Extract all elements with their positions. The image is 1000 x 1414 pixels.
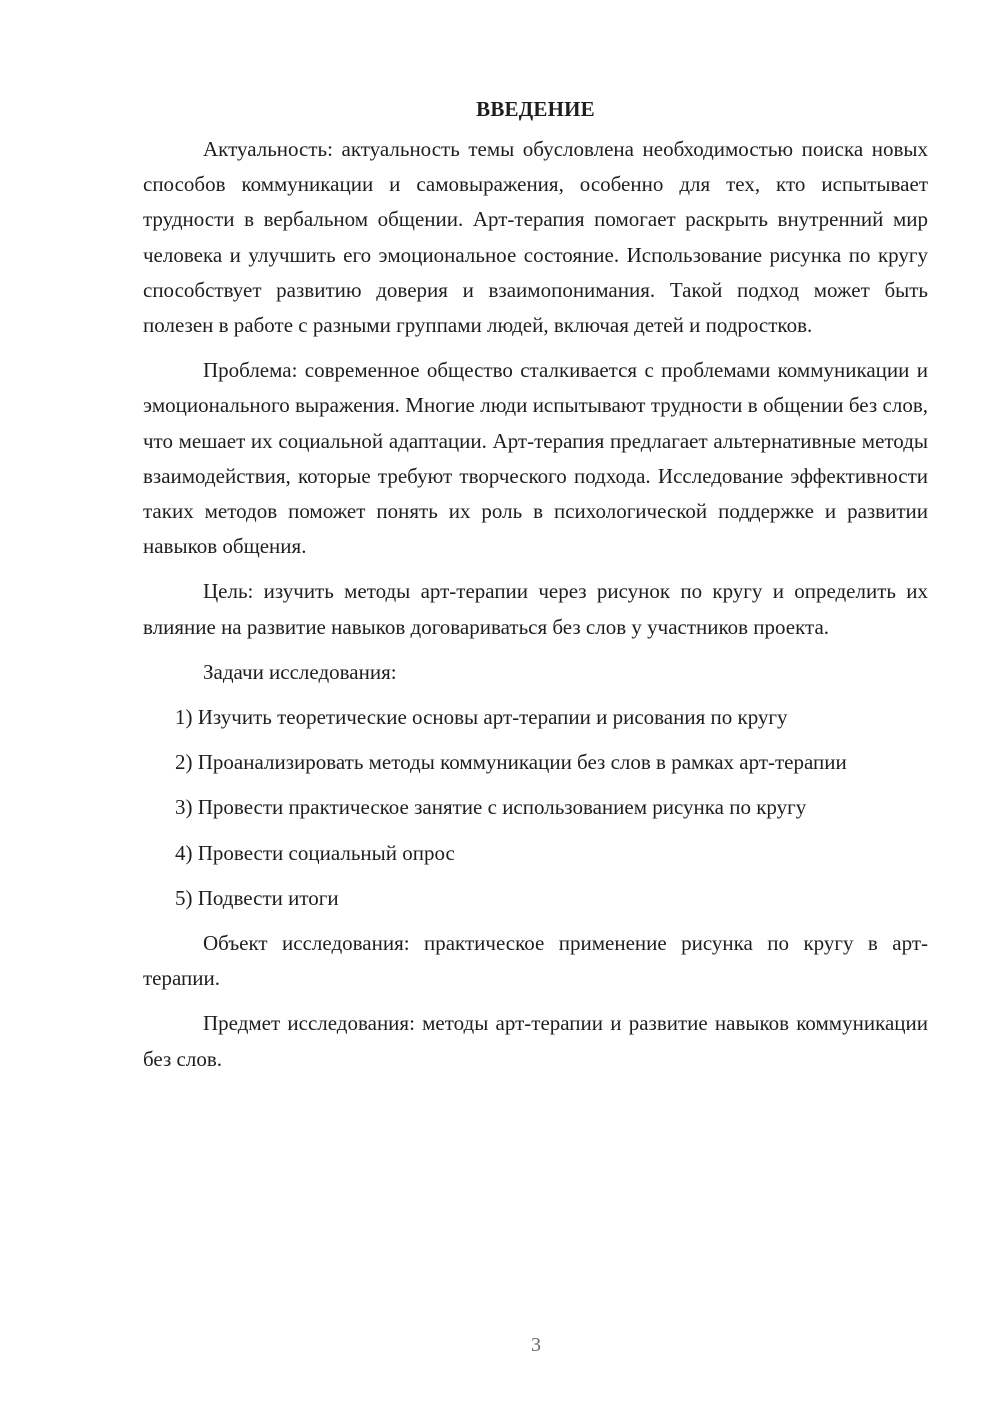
task-item: 5) Подвести итоги [175, 885, 339, 910]
task-item: 1) Изучить теоретические основы арт-терапии и рисования по кругу [175, 705, 788, 730]
page-title: ВВЕДЕНИЕ [476, 97, 595, 121]
paragraph-relevance: Актуальность: актуальность темы обусловлена необходимостью поиска новых способов коммуникации и самовыражения, особенно для тех, кто испытывает трудности в вербальном общении. Арт-терапия помогает раскрыть внутренний мир человека и улучшить его эмоциональное состояние. Использование рисунка по кругу способствует развитию доверия и взаимопонимания. Такой подход может быть полезен в работе с разными группами людей, включая детей и подростков. [143, 137, 928, 338]
paragraph-subject: Предмет исследования: методы арт-терапии и развитие навыков коммуникации без слов. [143, 1011, 928, 1071]
task-item: 4) Провести социальный опрос [175, 840, 455, 865]
paragraph-object: Объект исследования: практическое применение рисунка по кругу в арт-терапии. [143, 931, 928, 991]
paragraph-goal: Цель: изучить методы арт-терапии через рисунок по кругу и определить их влияние на развитие навыков договариваться без слов у участников проекта. [143, 579, 928, 639]
task-item: 2) Проанализировать методы коммуникации без слов в рамках арт-терапии [175, 750, 847, 775]
page-number: 3 [531, 1334, 541, 1356]
paragraph-problem: Проблема: современное общество сталкивается с проблемами коммуникации и эмоционального выражения. Многие люди испытывают трудности в общении без слов, что мешает их социальной адаптации. Арт-терапия предлагает альтернативные методы взаимодействия, которые требуют творческого подхода. Исследование эффективности таких методов поможет понять их роль в психологической поддержке и развитии навыков общения. [143, 358, 928, 559]
task-item: 3) Провести практическое занятие с использованием рисунка по кругу [175, 795, 807, 820]
document-body [143, 92, 928, 1077]
paragraph-tasks-heading: Задачи исследования: [203, 659, 397, 684]
